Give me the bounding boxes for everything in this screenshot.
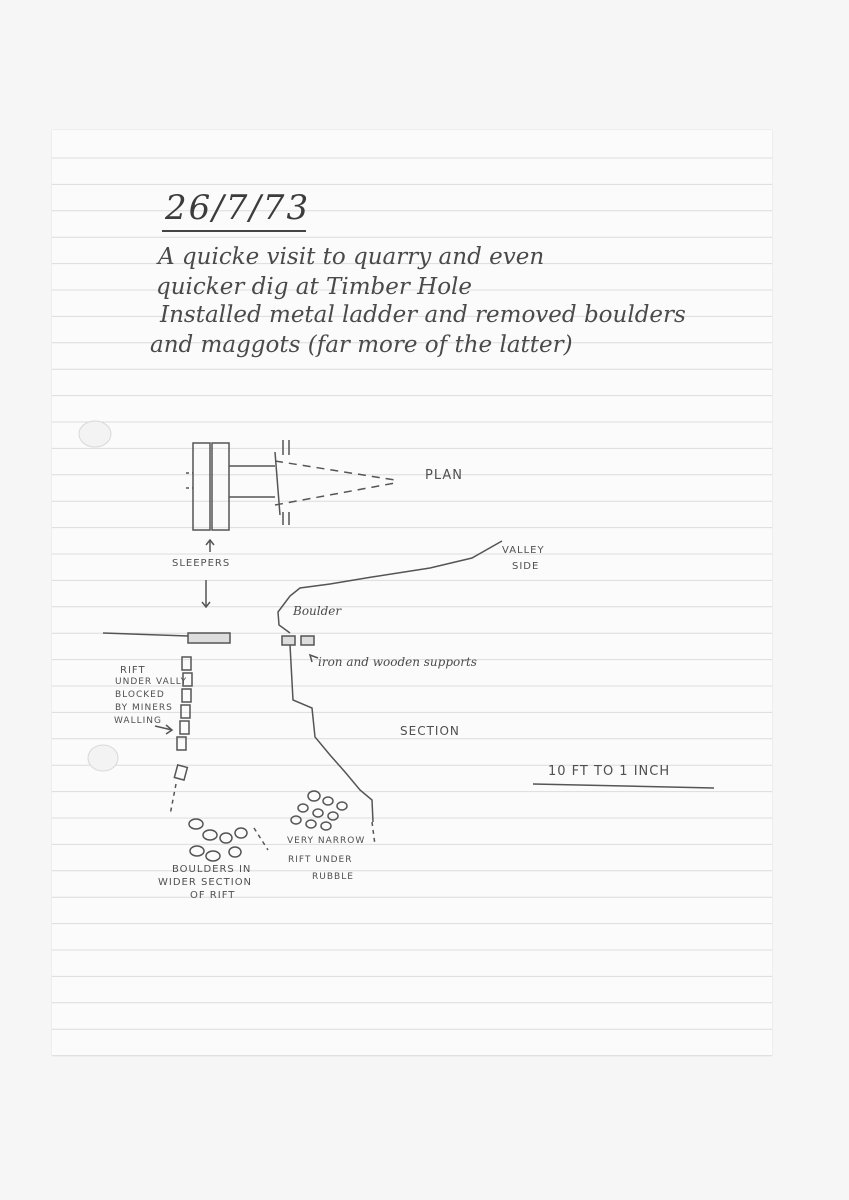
boulders-label-3: OF RIFT: [190, 890, 236, 901]
supports-label: iron and wooden supports: [318, 655, 477, 669]
boulders-label-1: BOULDERS IN: [172, 864, 252, 875]
rubble-label-1: VERY NARROW: [287, 836, 366, 846]
note-line-4: and maggots (far more of the latter): [150, 332, 573, 358]
rift-label-1: RIFT: [120, 665, 146, 676]
iron-support: [282, 636, 295, 645]
plan-diagram: [186, 440, 395, 530]
boulders-label-2: WIDER SECTION: [158, 877, 253, 888]
valley-label-2: SIDE: [512, 561, 540, 572]
scale-label: 10 FT TO 1 INCH: [548, 764, 671, 779]
rift-wall-right: [290, 645, 373, 822]
entry-date: 26/7/73: [165, 188, 311, 228]
ground-line: [103, 633, 188, 636]
section-label: SECTION: [400, 724, 460, 738]
note-line-3: Installed metal ladder and removed boulders: [160, 302, 686, 328]
rift-label-5: WALLING: [114, 716, 162, 726]
sleeper-block: [188, 633, 230, 643]
plan-label: PLAN: [425, 468, 463, 483]
valley-label-1: VALLEY: [502, 545, 545, 556]
rift-label-2: UNDER VALLY: [115, 677, 188, 687]
valley-side-line: [278, 541, 502, 633]
wooden-support: [301, 636, 314, 645]
boulders-rift: [189, 819, 247, 861]
rubble-label-3: RUBBLE: [312, 872, 354, 882]
rubble: [291, 791, 347, 830]
rubble-label-2: RIFT UNDER: [288, 855, 353, 865]
rift-label-3: BLOCKED: [115, 690, 165, 700]
note-line-1: A quicke visit to quarry and even: [158, 244, 545, 270]
note-line-2: quicker dig at Timber Hole: [156, 274, 473, 300]
miners-walling: [174, 657, 192, 780]
scale-underline: [533, 784, 714, 788]
rift-label-4: BY MINERS: [115, 703, 173, 713]
boulder-label: Boulder: [293, 604, 342, 618]
sleepers-label: SLEEPERS: [172, 558, 231, 569]
